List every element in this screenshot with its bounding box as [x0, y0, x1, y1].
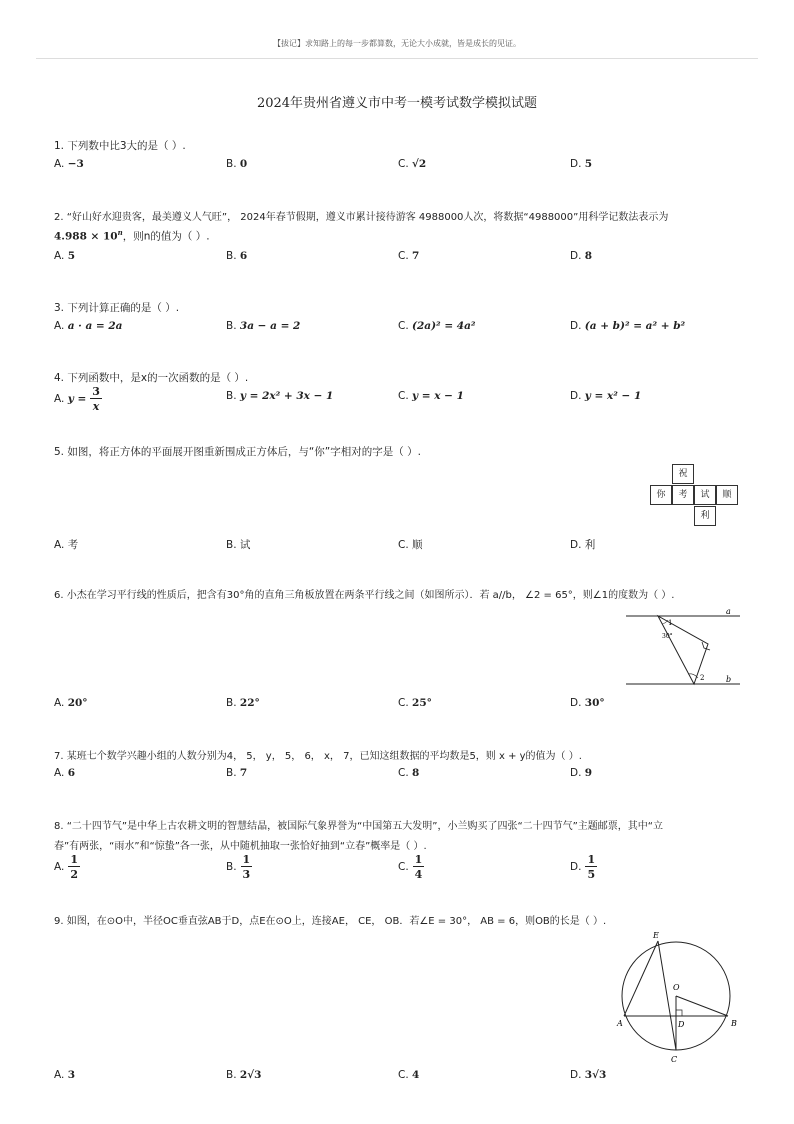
q1-option-c[interactable]: C. √2: [398, 158, 427, 170]
net-cell-bottom: 利: [694, 506, 716, 526]
q6-option-a[interactable]: A. 20°: [54, 697, 88, 709]
q2-option-c[interactable]: C. 7: [398, 250, 420, 262]
q8-option-c[interactable]: C. $\frac{1}{4}$: [398, 853, 423, 881]
q5-option-b[interactable]: B. 试: [226, 539, 251, 551]
circle-figure: [612, 926, 744, 1066]
q6-option-b[interactable]: B. 22°: [226, 697, 260, 709]
q9-stem: 9. 如图，在⊙O中，半径OC垂直弦AB于D，点E在⊙O上，连接AE， CE， OB．若∠E = 30°， AB = 6，则OB的长是（ ）.: [54, 916, 607, 927]
label-e: E: [653, 931, 659, 940]
label-d: D: [678, 1020, 685, 1029]
q4-stem: 4. 下列函数中，是x的一次函数的是（ ）.: [54, 372, 249, 384]
q8-option-d[interactable]: D. $\frac{1}{5}$: [570, 853, 596, 881]
label-c: C: [671, 1055, 678, 1064]
segment-ce: [658, 941, 676, 1050]
q4-option-d[interactable]: D. y = x² − 1: [570, 390, 642, 402]
q4-option-a[interactable]: A. y = $\frac{3}{x}$: [54, 385, 100, 413]
net-cell-3: 试: [694, 485, 716, 505]
q9-option-a[interactable]: A. 3: [54, 1069, 75, 1081]
net-cell-top: 祝: [672, 464, 694, 484]
q5-option-c[interactable]: C. 顺: [398, 539, 423, 551]
q6-option-d[interactable]: D. 30°: [570, 697, 605, 709]
q1-option-b[interactable]: B. 0: [226, 158, 248, 170]
label-o: O: [673, 983, 680, 992]
q7-option-b[interactable]: B. 7: [226, 767, 248, 779]
net-cell-1: 你: [650, 485, 672, 505]
label-b: B: [731, 1019, 737, 1028]
q1-option-a[interactable]: A. −3: [54, 158, 84, 170]
q7-option-d[interactable]: D. 9: [570, 767, 593, 779]
q5-option-d[interactable]: D. 利: [570, 539, 596, 551]
label-1: 1: [668, 619, 673, 627]
q9-option-b[interactable]: B. 2√3: [226, 1069, 262, 1081]
label-30: 30°: [662, 633, 673, 640]
q2-option-a[interactable]: A. 5: [54, 250, 75, 262]
q2-stem-line2: $4.988 \times 10^n$，则n的值为（ ）.: [54, 228, 210, 243]
q5-stem: 5. 如图，将正方体的平面展开图重新围成正方体后，与“你”字相对的字是（ ）.: [54, 446, 421, 458]
q8-option-a[interactable]: A. $\frac{1}{2}$: [54, 853, 78, 881]
q4-option-c[interactable]: C. y = x − 1: [398, 390, 464, 402]
radius-ob: [676, 996, 728, 1016]
cube-net-figure: [650, 464, 740, 534]
net-cell-2: 考: [672, 485, 694, 505]
q7-stem: 7. 某班七个数学兴趣小组的人数分别为4， 5， y， 5， 6， x， 7，已知这组数据的平均数是5，则 x + y的值为（ ）.: [54, 751, 582, 762]
q7-option-c[interactable]: C. 8: [398, 767, 420, 779]
label-2: 2: [700, 674, 705, 682]
q4-option-b[interactable]: B. y = 2x² + 3x − 1: [226, 390, 334, 402]
label-a: A: [617, 1019, 623, 1028]
q2-option-b[interactable]: B. 6: [226, 250, 248, 262]
parallel-lines-figure: [622, 606, 742, 690]
q3-option-d[interactable]: D. (a + b)² = a² + b²: [570, 320, 686, 332]
q9-option-c[interactable]: C. 4: [398, 1069, 420, 1081]
label-a: a: [726, 607, 731, 616]
q6-option-c[interactable]: C. 25°: [398, 697, 432, 709]
q7-option-a[interactable]: A. 6: [54, 767, 75, 779]
q3-option-c[interactable]: C. (2a)² = 4a²: [398, 320, 476, 332]
q9-option-d[interactable]: D. 3√3: [570, 1069, 607, 1081]
page-title: 2024年贵州省遵义市中考一模考试数学模拟试题: [256, 96, 538, 111]
q3-stem: 3. 下列计算正确的是（ ）.: [54, 302, 180, 314]
q6-stem: 6. 小杰在学习平行线的性质后，把含有30°角的直角三角板放置在两条平行线之间（如图所示）．若 a//b， ∠2 = 65°，则∠1的度数为（ ）.: [54, 590, 675, 601]
label-b: b: [726, 675, 732, 684]
q5-option-a[interactable]: A. 考: [54, 539, 79, 551]
q8-stem-line2: 春”有两张，“雨水”和“惊蛰”各一张，从中随机抽取一张恰好抽到“立春”概率是（ ）.: [54, 841, 427, 852]
q3-option-b[interactable]: B. 3a − a = 2: [226, 320, 301, 332]
q8-option-b[interactable]: B. $\frac{1}{3}$: [226, 853, 251, 881]
q1-option-d[interactable]: D. 5: [570, 158, 593, 170]
segment-ae: [624, 941, 658, 1016]
header-divider: [36, 58, 758, 59]
header-motto: 【拔记】求知路上的每一步都算数，无论大小成就，皆是成长的见证。: [273, 39, 521, 48]
q3-option-a[interactable]: A. a · a = 2a: [54, 320, 123, 332]
q1-stem: 1. 下列数中比3大的是（ ）.: [54, 140, 186, 152]
q8-stem-line1: 8. “二十四节气”是中华上古农耕文明的智慧结晶，被国际气象界誉为“中国第五大发明”，小兰购买了四张“二十四节气”主题邮票，其中“立: [54, 821, 663, 832]
q2-stem-line1: 2. “好山好水迎贵客，最美遵义人气旺”， 2024年春节假期，遵义市累计接待游客 4988000人次，将数据“4988000”用科学记数法表示为: [54, 212, 669, 223]
net-cell-4: 顺: [716, 485, 738, 505]
q2-option-d[interactable]: D. 8: [570, 250, 593, 262]
